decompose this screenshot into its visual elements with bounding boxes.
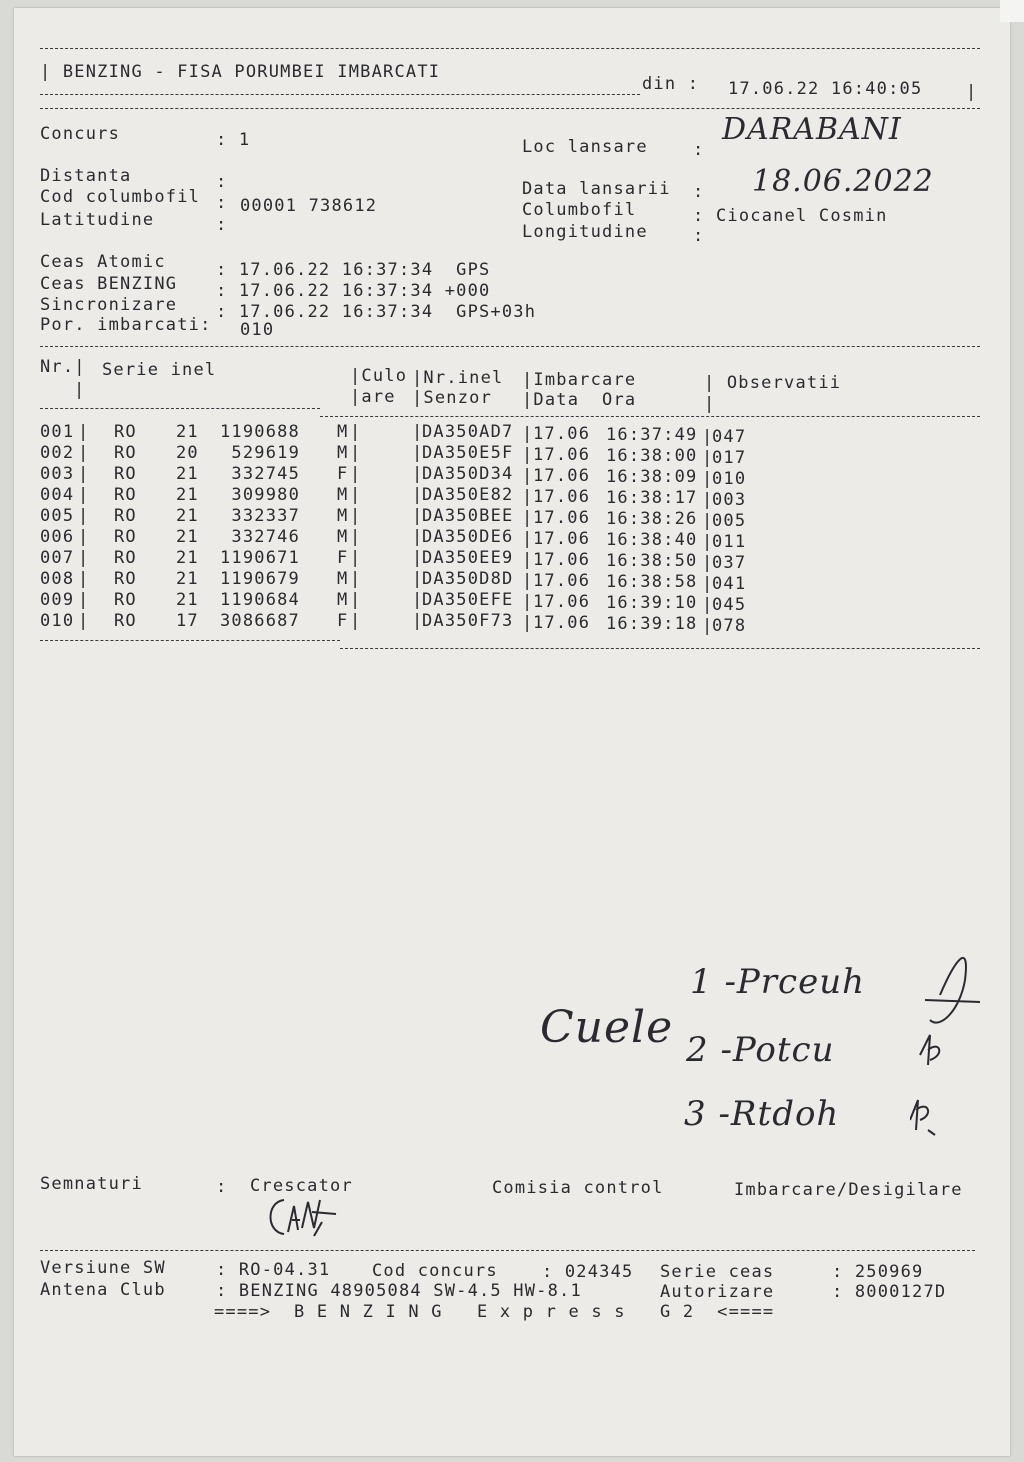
column-separator: |: [78, 590, 90, 610]
sex-code: M: [337, 485, 349, 505]
boarding-time: 16:38:17: [606, 488, 698, 508]
table-bottom-rule-right: [340, 648, 980, 649]
din-value: 17.06.22 16:40:05: [728, 79, 923, 99]
antena-club-value: : BENZING 48905084 SW-4.5 HW-8.1: [216, 1281, 582, 1301]
row-number: 003: [40, 464, 75, 484]
col-observatii-header-bar: |: [704, 394, 716, 414]
row-number: 008: [40, 569, 75, 589]
row-number: 002: [40, 443, 75, 463]
sensor-id: DA350D8D: [422, 569, 514, 589]
boarding-time: 16:38:26: [606, 509, 698, 529]
column-separator: |: [702, 469, 714, 489]
ring-country: RO: [114, 464, 137, 484]
ring-year: 21: [176, 569, 199, 589]
cod-concurs-value: : 024345: [542, 1262, 634, 1282]
ring-year: 21: [176, 422, 199, 442]
column-separator: |: [350, 485, 362, 505]
column-separator: |: [702, 427, 714, 447]
sex-code: M: [337, 422, 349, 442]
ceas-benzing-label: Ceas BENZING: [40, 274, 178, 294]
observation: 041: [712, 574, 747, 594]
ring-number: 332337: [231, 506, 300, 526]
ceas-benzing-value: : 17.06.22 16:37:34 +000: [216, 281, 491, 301]
column-separator: |: [412, 569, 424, 589]
column-separator: |: [522, 592, 534, 612]
sex-code: M: [337, 569, 349, 589]
ring-country: RO: [114, 485, 137, 505]
semnaturi-label: Semnaturi: [40, 1174, 143, 1194]
boarding-time: 16:37:49: [606, 425, 698, 445]
observation: 037: [712, 553, 747, 573]
table-row: [0, 611, 1000, 636]
latitudine-label: Latitudine: [40, 210, 155, 230]
column-separator: |: [522, 487, 534, 507]
column-separator: |: [412, 422, 424, 442]
loc-lansare-label: Loc lansare: [522, 137, 648, 157]
serie-ceas-label: Serie ceas: [660, 1262, 775, 1282]
columbofil-label: Columbofil: [522, 200, 637, 220]
serie-ceas-value: : 250969: [832, 1262, 924, 1282]
data-lansarii-label: Data lansarii: [522, 179, 671, 199]
autorizare-label: Autorizare: [660, 1282, 775, 1302]
table-bottom-rule-left: [40, 640, 340, 641]
sex-code: F: [337, 464, 349, 484]
column-separator: |: [350, 506, 362, 526]
ring-country: RO: [114, 590, 137, 610]
ring-country: RO: [114, 527, 137, 547]
ring-number: 1190679: [219, 569, 300, 589]
ring-year: 20: [176, 443, 199, 463]
column-separator: |: [78, 569, 90, 589]
boarding-date: 17.06: [533, 487, 591, 507]
row-number: 004: [40, 485, 75, 505]
column-separator: |: [702, 532, 714, 552]
table-row: [0, 443, 1000, 468]
autorizare-value: : 8000127D: [832, 1282, 947, 1302]
boarding-date: 17.06: [533, 592, 591, 612]
table-row: [0, 422, 1000, 447]
ring-number: 309980: [231, 485, 300, 505]
cod-columbofil-colon: :: [216, 193, 228, 213]
column-separator: |: [78, 422, 90, 442]
benzing-banner: ====> B E N Z I N G E x p r e s s G 2 <====: [214, 1302, 775, 1322]
boarding-date: 17.06: [533, 529, 591, 549]
columbofil-colon: :: [693, 206, 705, 226]
row-number: 006: [40, 527, 75, 547]
longitudine-colon: :: [693, 226, 705, 246]
row-number: 009: [40, 590, 75, 610]
loc-lansare-colon: :: [693, 140, 705, 160]
boarding-date: 17.06: [533, 445, 591, 465]
table-top-rule: [40, 346, 980, 347]
observation: 078: [712, 616, 747, 636]
table-row: [0, 464, 1000, 489]
handwritten-note-word: Cuele: [540, 1002, 674, 1053]
ceas-atomic-value: : 17.06.22 16:37:34 GPS: [216, 260, 491, 280]
sex-code: M: [337, 443, 349, 463]
document-title: | BENZING - FISA PORUMBEI IMBARCATI: [40, 62, 441, 82]
boarding-time: 16:39:10: [606, 593, 698, 613]
paper-edge: [1000, 0, 1024, 22]
sensor-id: DA350EE9: [422, 548, 514, 568]
boarding-date: 17.06: [533, 466, 591, 486]
sincronizare-label: Sincronizare: [40, 295, 178, 315]
ring-year: 21: [176, 548, 199, 568]
handwritten-note-line-1: 1 -Prceuh: [690, 962, 866, 1002]
sensor-id: DA350E82: [422, 485, 514, 505]
boarding-time: 16:38:40: [606, 530, 698, 550]
ring-year: 21: [176, 506, 199, 526]
column-separator: |: [412, 548, 424, 568]
column-separator: |: [350, 527, 362, 547]
header-right-bar: |: [966, 82, 978, 102]
col-nr-header: Nr.|: [40, 357, 86, 377]
boarding-time: 16:38:58: [606, 572, 698, 592]
sex-code: M: [337, 590, 349, 610]
ring-country: RO: [114, 548, 137, 568]
ring-country: RO: [114, 506, 137, 526]
versiune-sw-value: : RO-04.31: [216, 1260, 331, 1280]
column-separator: |: [350, 548, 362, 568]
ring-year: 17: [176, 611, 199, 631]
row-number: 005: [40, 506, 75, 526]
column-separator: |: [412, 485, 424, 505]
cod-columbofil-label: Cod columbofil: [40, 187, 201, 207]
boarding-date: 17.06: [533, 424, 591, 444]
antena-club-label: Antena Club: [40, 1280, 166, 1300]
column-separator: |: [522, 529, 534, 549]
sincronizare-value: : 17.06.22 16:37:34 GPS+03h: [216, 302, 537, 322]
loc-lansare-handwritten: DARABANI: [722, 112, 902, 147]
column-separator: |: [350, 443, 362, 463]
ring-number: 3086687: [219, 611, 300, 631]
column-separator: |: [412, 464, 424, 484]
column-separator: |: [78, 443, 90, 463]
col-imbarcare-header: |Imbarcare: [522, 370, 637, 390]
imbarcare-desigilare-label: Imbarcare/Desigilare: [734, 1180, 963, 1200]
header-top-rule: [40, 48, 980, 49]
boarding-time: 16:39:18: [606, 614, 698, 634]
boarding-date: 17.06: [533, 613, 591, 633]
column-separator: |: [522, 445, 534, 465]
ring-number: 529619: [231, 443, 300, 463]
sex-code: F: [337, 548, 349, 568]
column-separator: |: [702, 448, 714, 468]
column-separator: |: [522, 508, 534, 528]
column-separator: |: [78, 548, 90, 568]
ring-year: 21: [176, 590, 199, 610]
ring-number: 1190671: [219, 548, 300, 568]
sensor-id: DA350E5F: [422, 443, 514, 463]
boarding-date: 17.06: [533, 550, 591, 570]
column-separator: |: [522, 613, 534, 633]
row-number: 001: [40, 422, 75, 442]
col-observatii-header: | Observatii: [704, 373, 842, 393]
observation: 017: [712, 448, 747, 468]
ring-year: 21: [176, 464, 199, 484]
table-header-rule-left: [40, 408, 320, 409]
sensor-id: DA350F73: [422, 611, 514, 631]
ring-year: 21: [176, 527, 199, 547]
column-separator: |: [702, 511, 714, 531]
observation: 045: [712, 595, 747, 615]
column-separator: |: [702, 490, 714, 510]
boarding-date: 17.06: [533, 571, 591, 591]
sensor-id: DA350EFE: [422, 590, 514, 610]
ring-country: RO: [114, 569, 137, 589]
column-separator: |: [522, 466, 534, 486]
col-senzor-header: |Senzor: [412, 388, 493, 408]
distanta-label: Distanta: [40, 166, 132, 186]
din-label: din :: [642, 74, 700, 94]
col-nr-header-bar: |: [74, 380, 86, 400]
boarding-date: 17.06: [533, 508, 591, 528]
table-row: [0, 506, 1000, 531]
observation: 011: [712, 532, 747, 552]
col-culoare-header-2: |are: [350, 387, 396, 407]
table-row: [0, 527, 1000, 552]
sex-code: M: [337, 527, 349, 547]
column-separator: |: [78, 611, 90, 631]
ceas-atomic-label: Ceas Atomic: [40, 252, 166, 272]
boarding-time: 16:38:09: [606, 467, 698, 487]
crescator-signature: [262, 1192, 342, 1244]
sensor-id: DA350AD7: [422, 422, 514, 442]
column-separator: |: [412, 611, 424, 631]
observation: 005: [712, 511, 747, 531]
semnaturi-colon: :: [216, 1177, 228, 1197]
boarding-time: 16:38:50: [606, 551, 698, 571]
column-separator: |: [702, 574, 714, 594]
col-serie-header: Serie inel: [102, 360, 217, 380]
table-row: [0, 548, 1000, 573]
column-separator: |: [78, 485, 90, 505]
versiune-sw-label: Versiune SW: [40, 1258, 166, 1278]
ring-number: 1190684: [219, 590, 300, 610]
cod-concurs-label: Cod concurs: [372, 1261, 498, 1281]
handwritten-initials-marks: [910, 940, 1000, 1140]
handwritten-note-line-3: 3 -Rtdoh: [684, 1094, 840, 1134]
column-separator: |: [702, 595, 714, 615]
column-separator: |: [522, 424, 534, 444]
observation: 010: [712, 469, 747, 489]
por-imbarcati-value: 010: [240, 320, 275, 340]
data-lansarii-colon: :: [693, 182, 705, 202]
ring-number: 1190688: [219, 422, 300, 442]
sex-code: M: [337, 506, 349, 526]
table-row: [0, 485, 1000, 510]
observation: 003: [712, 490, 747, 510]
table-row: [0, 569, 1000, 594]
ring-year: 21: [176, 485, 199, 505]
handwritten-note-line-2: 2 -Potcu: [686, 1030, 835, 1070]
sensor-id: DA350BEE: [422, 506, 514, 526]
boarding-time: 16:38:00: [606, 446, 698, 466]
comisia-control-label: Comisia control: [492, 1178, 664, 1198]
distanta-colon: :: [216, 172, 228, 192]
header-bottom-rule: [40, 108, 980, 109]
column-separator: |: [412, 590, 424, 610]
col-nrinel-header: |Nr.inel: [412, 368, 504, 388]
ring-number: 332745: [231, 464, 300, 484]
cod-columbofil-value: 00001 738612: [240, 196, 378, 216]
column-separator: |: [522, 550, 534, 570]
por-imbarcati-label: Por. imbarcati:: [40, 315, 212, 335]
col-culoare-header: |Culo: [350, 366, 408, 386]
column-separator: |: [702, 553, 714, 573]
latitudine-colon: :: [216, 215, 228, 235]
column-separator: |: [350, 611, 362, 631]
column-separator: |: [78, 506, 90, 526]
observation: 047: [712, 427, 747, 447]
column-separator: |: [78, 464, 90, 484]
ring-country: RO: [114, 611, 137, 631]
ring-country: RO: [114, 443, 137, 463]
column-separator: |: [702, 616, 714, 636]
ring-number: 332746: [231, 527, 300, 547]
column-separator: |: [412, 506, 424, 526]
header-rule-left: [40, 94, 640, 95]
data-lansarii-handwritten: 18.06.2022: [752, 164, 934, 199]
concurs-value: : 1: [216, 130, 251, 150]
sensor-id: DA350D34: [422, 464, 514, 484]
crescator-label: Crescator: [250, 1176, 353, 1196]
column-separator: |: [350, 590, 362, 610]
longitudine-label: Longitudine: [522, 222, 648, 242]
column-separator: |: [78, 527, 90, 547]
col-dataora-header: |Data Ora: [522, 390, 637, 410]
column-separator: |: [350, 464, 362, 484]
row-number: 010: [40, 611, 75, 631]
concurs-label: Concurs: [40, 124, 121, 144]
sensor-id: DA350DE6: [422, 527, 514, 547]
table-row: [0, 590, 1000, 615]
column-separator: |: [412, 443, 424, 463]
column-separator: |: [350, 422, 362, 442]
sex-code: F: [337, 611, 349, 631]
row-number: 007: [40, 548, 75, 568]
column-separator: |: [350, 569, 362, 589]
ring-country: RO: [114, 422, 137, 442]
footer-top-rule: [40, 1250, 975, 1251]
table-header-rule-right: [320, 416, 980, 417]
column-separator: |: [522, 571, 534, 591]
column-separator: |: [412, 527, 424, 547]
columbofil-value: Ciocanel Cosmin: [716, 206, 888, 226]
